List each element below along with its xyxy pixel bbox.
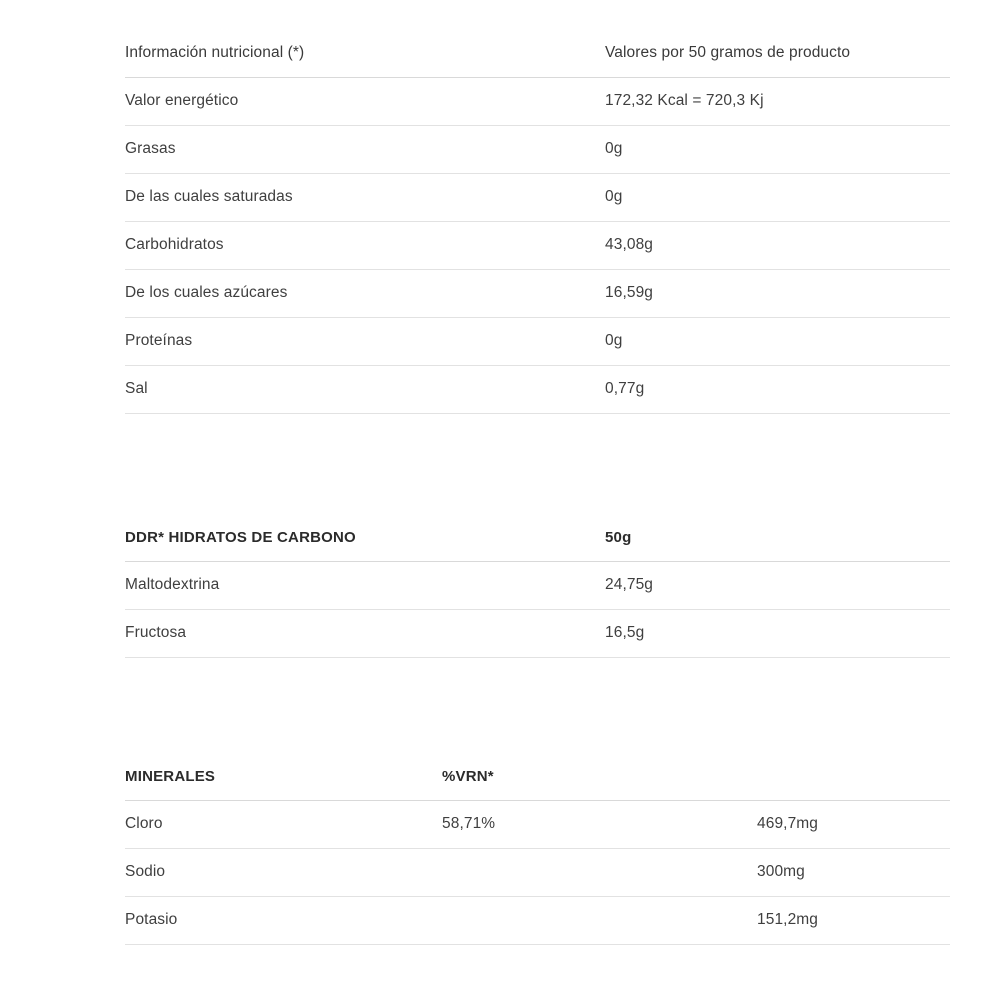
- table-header-row: [125, 753, 950, 801]
- nutrition-header-value: Valores por 50 gramos de producto: [605, 44, 851, 62]
- row-label: Potasio: [125, 911, 178, 929]
- row-amount: 469,7mg: [757, 815, 819, 833]
- minerals-table: [125, 753, 950, 945]
- row-amount: 300mg: [757, 863, 805, 881]
- row-value: 0g: [605, 332, 623, 350]
- row-label: Maltodextrina: [125, 576, 220, 594]
- table-row: [125, 801, 950, 849]
- carbs-header-value: 50g: [605, 528, 632, 546]
- table-row: [125, 174, 950, 222]
- row-value: 0g: [605, 188, 623, 206]
- row-label: Cloro: [125, 815, 163, 833]
- row-value: 16,59g: [605, 284, 654, 302]
- table-header-row: [125, 30, 950, 78]
- row-label: De los cuales azúcares: [125, 284, 288, 302]
- row-label: Grasas: [125, 140, 176, 158]
- nutrition-table: [125, 30, 950, 414]
- row-vrn: 58,71%: [442, 815, 496, 833]
- row-label: Fructosa: [125, 624, 187, 642]
- row-value: 0g: [605, 140, 623, 158]
- table-row: [125, 270, 950, 318]
- row-label: Sal: [125, 380, 148, 398]
- row-label: Sodio: [125, 863, 166, 881]
- table-row: [125, 897, 950, 945]
- row-label: Carbohidratos: [125, 236, 224, 254]
- table-header-row: [125, 514, 950, 562]
- carbs-header-label: DDR* HIDRATOS DE CARBONO: [125, 528, 356, 546]
- nutrition-header-label: Información nutricional (*): [125, 44, 305, 62]
- carbohydrates-table: [125, 514, 950, 658]
- table-row: [125, 366, 950, 414]
- table-row: [125, 222, 950, 270]
- row-value: 172,32 Kcal = 720,3 Kj: [605, 92, 764, 110]
- row-value: 0,77g: [605, 380, 645, 398]
- table-row: [125, 318, 950, 366]
- table-row: [125, 610, 950, 658]
- row-value: 43,08g: [605, 236, 654, 254]
- row-label: Proteínas: [125, 332, 193, 350]
- row-value: 16,5g: [605, 624, 645, 642]
- row-label: Valor energético: [125, 92, 239, 110]
- table-row: [125, 562, 950, 610]
- table-row: [125, 78, 950, 126]
- minerals-header-vrn: %VRN*: [442, 767, 494, 785]
- row-label: De las cuales saturadas: [125, 188, 293, 206]
- table-row: [125, 849, 950, 897]
- row-amount: 151,2mg: [757, 911, 819, 929]
- table-row: [125, 126, 950, 174]
- minerals-header-label: MINERALES: [125, 767, 216, 785]
- row-value: 24,75g: [605, 576, 654, 594]
